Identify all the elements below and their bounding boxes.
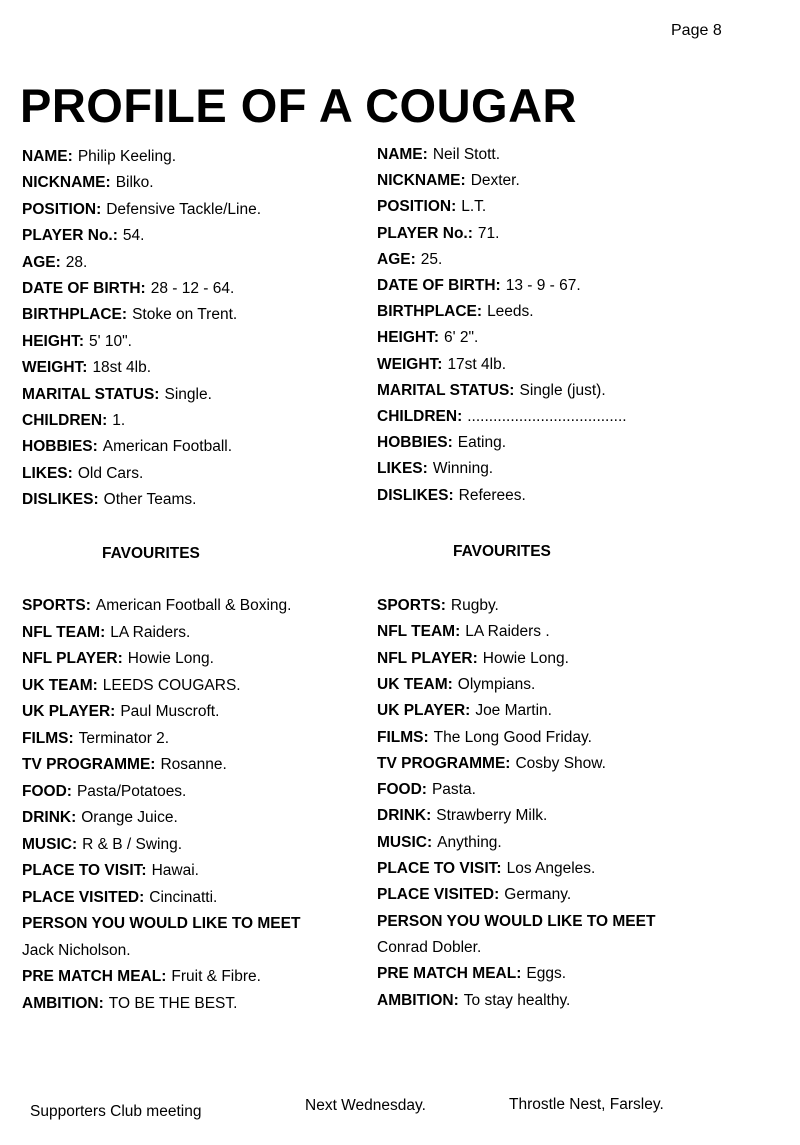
- right-profile-value: Leeds.: [487, 303, 534, 321]
- left-profile-label: NAME:: [22, 148, 73, 165]
- left-favourites-row: [22, 809, 178, 827]
- left-profile-row: [22, 174, 154, 192]
- right-favourites-row: [377, 702, 552, 720]
- left-favourites-value: American Football & Boxing.: [95, 597, 292, 614]
- left-favourites-row: [22, 597, 291, 615]
- left-profile-value: Single.: [164, 385, 212, 403]
- left-profile-row: [22, 306, 237, 324]
- right-favourites-label: FOOD:: [377, 781, 427, 799]
- right-profile-value: 71.: [477, 224, 500, 242]
- right-profile-value: Dexter.: [470, 172, 520, 190]
- left-profile-row: [22, 227, 144, 245]
- left-profile-value: Philip Keeling.: [77, 148, 177, 165]
- right-profile-row: [377, 382, 606, 400]
- left-favourites-label: PRE MATCH MEAL:: [22, 968, 167, 985]
- left-favourites-row: [22, 783, 186, 801]
- right-favourites-label: PLACE VISITED:: [377, 886, 500, 904]
- left-favourites-row: [22, 968, 261, 986]
- right-favourites-row: [377, 913, 655, 931]
- left-profile-value: Bilko.: [115, 174, 154, 192]
- left-favourites-row: [22, 703, 219, 721]
- right-favourites-row: [377, 860, 595, 878]
- right-profile-row: [377, 487, 526, 505]
- right-favourites-row: [377, 886, 571, 904]
- right-favourites-label: UK TEAM:: [377, 675, 453, 693]
- left-profile-value: Other Teams.: [103, 491, 197, 509]
- right-favourites-label: PLACE TO VISIT:: [377, 860, 502, 877]
- left-profile-row: [22, 386, 212, 404]
- right-favourites-value: Los Angeles.: [506, 860, 596, 877]
- right-profile-value: Eating.: [457, 434, 507, 452]
- left-favourites-label: TV PROGRAMME:: [22, 756, 156, 773]
- right-favourites-label: SPORTS:: [377, 597, 446, 614]
- left-favourites-row: [22, 995, 237, 1013]
- left-favourites-value: LEEDS COUGARS.: [102, 676, 241, 694]
- footer-where: Throstle Nest, Farsley.: [509, 1096, 664, 1113]
- left-profile-value: 18st 4lb.: [92, 359, 152, 377]
- left-profile-label: POSITION:: [22, 200, 102, 218]
- left-favourites-value: Terminator 2.: [78, 729, 170, 747]
- left-profile-label: MARITAL STATUS:: [22, 385, 160, 403]
- right-favourites-value: Rugby.: [450, 597, 499, 614]
- right-profile-label: HEIGHT:: [377, 329, 439, 347]
- right-favourites-value: Olympians.: [457, 675, 536, 693]
- right-profile-value: Single (just).: [519, 381, 606, 399]
- left-profile-column: [22, 148, 372, 1028]
- left-profile-value: 1.: [112, 412, 126, 429]
- left-profile-row: [22, 465, 143, 483]
- left-profile-value: 28 - 12 - 64.: [150, 280, 235, 297]
- right-favourites-row: [377, 781, 476, 799]
- right-favourites-label: MUSIC:: [377, 833, 433, 851]
- left-profile-label: DISLIKES:: [22, 491, 99, 509]
- right-favourites-label: PERSON YOU WOULD LIKE TO MEET: [377, 912, 656, 930]
- right-profile-label: POSITION:: [377, 198, 457, 216]
- right-profile-value: Neil Stott.: [432, 146, 501, 163]
- right-profile-row: [377, 146, 500, 164]
- right-profile-value: L.T.: [461, 198, 487, 216]
- right-profile-row: [377, 277, 581, 295]
- right-profile-value: Winning.: [432, 460, 494, 478]
- right-favourites-value: Eggs.: [526, 965, 567, 983]
- right-profile-column: [377, 146, 757, 1026]
- right-favourites-row: [377, 965, 566, 983]
- right-favourites-value: Germany.: [504, 886, 572, 904]
- left-favourites-label: UK PLAYER:: [22, 703, 116, 720]
- right-favourites-label: PRE MATCH MEAL:: [377, 965, 522, 983]
- footer-meeting: Supporters Club meeting: [30, 1103, 202, 1120]
- left-favourites-value: Cincinatti.: [149, 888, 218, 906]
- right-profile-label: AGE:: [377, 250, 416, 268]
- right-favourites-row: [377, 729, 592, 747]
- left-profile-value: 54.: [122, 227, 145, 245]
- right-favourites-row: [377, 597, 499, 615]
- right-favourites-label: UK PLAYER:: [377, 702, 471, 720]
- right-favourites-value: Anything.: [437, 833, 502, 851]
- left-favourites-label: UK TEAM:: [22, 676, 98, 694]
- left-profile-value: 28.: [65, 253, 88, 271]
- right-favourites-row: [377, 676, 535, 694]
- right-favourites-value: Howie Long.: [482, 649, 569, 667]
- right-profile-label: WEIGHT:: [377, 355, 443, 373]
- right-favourites-row: [377, 650, 569, 668]
- right-favourites-value: Cosby Show.: [515, 754, 606, 772]
- right-favourites-value: To stay healthy.: [463, 991, 571, 1009]
- left-favourites-value: Pasta/Potatoes.: [76, 782, 187, 800]
- right-profile-value: Referees.: [458, 486, 526, 504]
- right-favourites-heading: FAVOURITES: [453, 543, 551, 560]
- footer-when: Next Wednesday.: [305, 1097, 426, 1114]
- left-favourites-value: Howie Long.: [127, 650, 214, 667]
- left-favourites-value: LA Raiders.: [110, 623, 191, 641]
- right-profile-row: [377, 225, 499, 243]
- left-favourites-label: PERSON YOU WOULD LIKE TO MEET: [22, 915, 301, 932]
- left-profile-value: American Football.: [102, 438, 233, 456]
- right-profile-label: NICKNAME:: [377, 172, 466, 190]
- left-favourites-row: [22, 889, 217, 907]
- right-favourites-value: Pasta.: [431, 781, 476, 799]
- left-favourites-label: FILMS:: [22, 729, 74, 747]
- left-favourites-label: SPORTS:: [22, 597, 91, 614]
- right-favourites-label: TV PROGRAMME:: [377, 754, 511, 772]
- left-profile-label: NICKNAME:: [22, 174, 111, 192]
- right-favourites-label: AMBITION:: [377, 991, 459, 1009]
- right-profile-row: [377, 408, 627, 426]
- left-favourites-value: Jack Nicholson.: [22, 941, 131, 959]
- right-profile-row: [377, 329, 478, 347]
- right-profile-value: 13 - 9 - 67.: [505, 277, 581, 294]
- left-profile-row: [22, 333, 132, 351]
- left-favourites-value: R & B / Swing.: [82, 835, 183, 853]
- left-favourites-label: FOOD:: [22, 782, 72, 800]
- left-favourites-label: AMBITION:: [22, 994, 104, 1012]
- left-favourites-row: [22, 624, 190, 642]
- right-favourites-row: [377, 755, 606, 773]
- right-favourites-row: [377, 834, 502, 852]
- left-favourites-row: [22, 836, 182, 854]
- right-favourites-value: LA Raiders .: [465, 623, 550, 641]
- left-profile-label: BIRTHPLACE:: [22, 306, 128, 324]
- left-profile-label: HOBBIES:: [22, 438, 98, 456]
- left-favourites-value: TO BE THE BEST.: [108, 994, 238, 1012]
- left-favourites-label: MUSIC:: [22, 835, 78, 853]
- left-profile-label: DATE OF BIRTH:: [22, 280, 146, 297]
- right-profile-label: DISLIKES:: [377, 486, 454, 504]
- right-profile-value: .....................................: [467, 408, 627, 425]
- right-favourites-row: [377, 992, 570, 1010]
- left-profile-label: LIKES:: [22, 464, 73, 482]
- left-favourites-label: NFL PLAYER:: [22, 650, 123, 667]
- left-profile-row: [22, 438, 232, 456]
- left-profile-value: Defensive Tackle/Line.: [106, 200, 262, 218]
- right-favourites-label: NFL PLAYER:: [377, 649, 478, 667]
- right-profile-value: 25.: [420, 250, 443, 268]
- right-profile-label: HOBBIES:: [377, 434, 453, 452]
- right-favourites-row: [377, 807, 547, 825]
- left-profile-row: [22, 412, 125, 430]
- left-profile-value: Old Cars.: [77, 464, 144, 482]
- right-favourites-value: Conrad Dobler.: [377, 938, 482, 956]
- right-profile-label: CHILDREN:: [377, 408, 463, 425]
- right-profile-label: LIKES:: [377, 460, 428, 478]
- left-profile-label: WEIGHT:: [22, 359, 88, 377]
- left-favourites-label: PLACE VISITED:: [22, 888, 145, 906]
- left-profile-label: AGE:: [22, 253, 61, 271]
- left-profile-row: [22, 491, 196, 509]
- right-profile-label: PLAYER No.:: [377, 224, 473, 242]
- page-number: Page 8: [671, 22, 722, 39]
- left-favourites-row: [22, 650, 214, 668]
- right-favourites-value: Strawberry Milk.: [436, 807, 548, 825]
- left-favourites-heading: FAVOURITES: [102, 545, 200, 562]
- left-favourites-row: [22, 942, 131, 960]
- right-profile-label: DATE OF BIRTH:: [377, 277, 501, 294]
- left-favourites-label: NFL TEAM:: [22, 623, 106, 641]
- left-profile-row: [22, 148, 176, 166]
- left-profile-row: [22, 201, 261, 219]
- left-profile-label: HEIGHT:: [22, 332, 84, 350]
- right-profile-row: [377, 251, 442, 269]
- left-favourites-label: PLACE TO VISIT:: [22, 862, 147, 879]
- left-favourites-label: DRINK:: [22, 809, 77, 826]
- left-favourites-row: [22, 677, 241, 695]
- right-profile-label: MARITAL STATUS:: [377, 381, 515, 399]
- right-profile-row: [377, 460, 493, 478]
- left-profile-row: [22, 280, 234, 298]
- right-profile-label: BIRTHPLACE:: [377, 303, 483, 321]
- left-profile-row: [22, 359, 151, 377]
- left-favourites-value: Paul Muscroft.: [120, 703, 220, 720]
- right-favourites-value: The Long Good Friday.: [433, 728, 592, 746]
- right-profile-row: [377, 356, 506, 374]
- right-profile-value: 17st 4lb.: [447, 355, 507, 373]
- left-profile-row: [22, 254, 87, 272]
- right-favourites-label: NFL TEAM:: [377, 623, 461, 641]
- left-profile-label: PLAYER No.:: [22, 227, 118, 245]
- right-favourites-row: [377, 939, 481, 957]
- right-favourites-row: [377, 623, 550, 641]
- left-favourites-value: Hawai.: [151, 862, 199, 879]
- right-profile-row: [377, 172, 520, 190]
- left-favourites-value: Rosanne.: [160, 756, 227, 773]
- left-favourites-row: [22, 915, 300, 933]
- page-title: PROFILE OF A COUGAR: [20, 79, 577, 132]
- right-profile-row: [377, 198, 486, 216]
- left-profile-label: CHILDREN:: [22, 412, 108, 429]
- left-favourites-row: [22, 756, 227, 774]
- right-profile-label: NAME:: [377, 146, 428, 163]
- right-profile-row: [377, 303, 534, 321]
- right-favourites-value: Joe Martin.: [475, 702, 552, 720]
- left-favourites-row: [22, 730, 169, 748]
- left-profile-value: 5' 10".: [89, 332, 132, 350]
- left-favourites-row: [22, 862, 199, 880]
- right-favourites-label: DRINK:: [377, 807, 432, 825]
- right-favourites-label: FILMS:: [377, 728, 429, 746]
- right-profile-value: 6' 2".: [444, 329, 479, 347]
- left-favourites-value: Orange Juice.: [81, 809, 178, 826]
- left-profile-value: Stoke on Trent.: [132, 306, 238, 324]
- right-profile-row: [377, 434, 506, 452]
- left-favourites-value: Fruit & Fibre.: [171, 968, 261, 985]
